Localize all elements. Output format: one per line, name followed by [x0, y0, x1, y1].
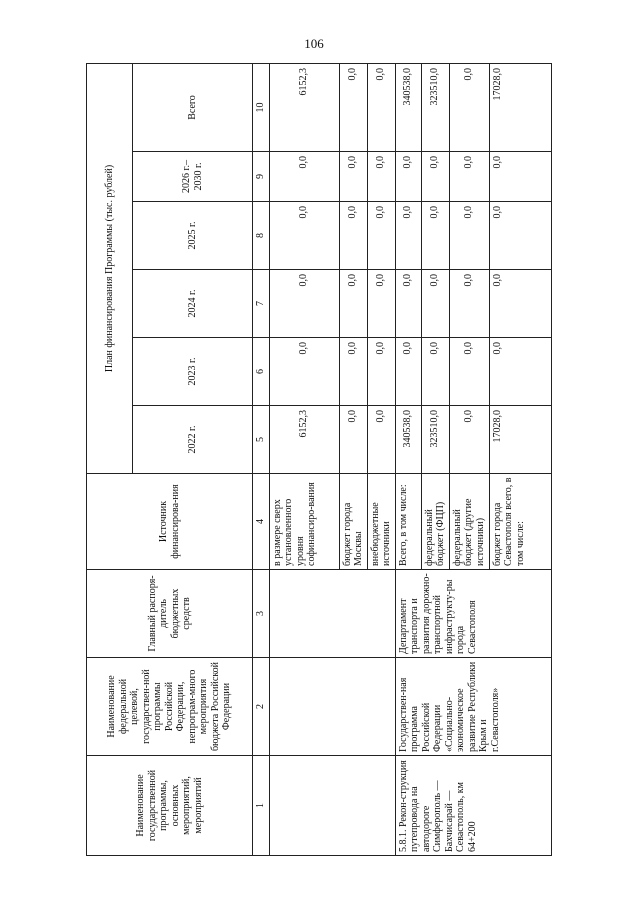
- value-total: 0,0: [449, 63, 489, 151]
- funding-source-cell: Всего, в том числе:: [395, 474, 421, 570]
- value-2024: 0,0: [421, 270, 449, 338]
- cell-continuation-empty: [269, 658, 395, 756]
- col-num-10: 10: [253, 63, 270, 151]
- funding-source-cell: в размере сверх установленного уровня софинансиро-вания: [269, 474, 339, 570]
- value-2025: 0,0: [421, 202, 449, 270]
- funding-source-cell: внебюджетные источники: [367, 474, 395, 570]
- value-2026-2030: 0,0: [269, 152, 339, 202]
- value-total: 17028,0: [489, 63, 551, 151]
- value-2023: 0,0: [269, 338, 339, 406]
- header-year-2024: 2024 г.: [133, 270, 253, 338]
- financing-table: [86, 63, 552, 856]
- value-2023: 0,0: [395, 338, 421, 406]
- value-2024: 0,0: [449, 270, 489, 338]
- table-row: [269, 63, 339, 855]
- value-2026-2030: 0,0: [367, 152, 395, 202]
- cell-continuation-empty: [269, 756, 395, 856]
- value-2026-2030: 0,0: [449, 152, 489, 202]
- value-2022: 0,0: [449, 406, 489, 474]
- header-year-2026-2030: 2026 г.– 2030 г.: [133, 152, 253, 202]
- header-total: Всего: [133, 63, 253, 151]
- value-2023: 0,0: [339, 338, 367, 406]
- value-2024: 0,0: [489, 270, 551, 338]
- col-num-2: 2: [253, 658, 270, 756]
- value-total: 340538,0: [395, 63, 421, 151]
- funding-source-cell: федеральный бюджет (ФЦП): [421, 474, 449, 570]
- col-num-5: 5: [253, 406, 270, 474]
- value-2023: 0,0: [421, 338, 449, 406]
- value-2022: 340538,0: [395, 406, 421, 474]
- value-2026-2030: 0,0: [339, 152, 367, 202]
- col-num-4: 4: [253, 474, 270, 570]
- value-total: 6152,3: [269, 63, 339, 151]
- value-total: 0,0: [339, 63, 367, 151]
- value-2023: 0,0: [449, 338, 489, 406]
- header-federal-program: Наименование федеральной целевой, государствен-ной программы Российской Федерации, непрограм-много мероприятия бюджета Российской Федерации: [87, 658, 253, 756]
- cell-continuation-empty: [269, 570, 395, 658]
- header-year-2023: 2023 г.: [133, 338, 253, 406]
- col-num-7: 7: [253, 270, 270, 338]
- col-num-3: 3: [253, 570, 270, 658]
- header-program-name: Наименование государственной программы, основных мероприятий, мероприятий: [87, 756, 253, 856]
- funding-source-cell: бюджет города Москвы: [339, 474, 367, 570]
- funding-source-cell: бюджет города Севастополя всего, в том числе:: [489, 474, 551, 570]
- value-2025: 0,0: [339, 202, 367, 270]
- page-number: 106: [304, 36, 324, 51]
- value-total: 323510,0: [421, 63, 449, 151]
- value-2026-2030: 0,0: [395, 152, 421, 202]
- column-number-row: [253, 63, 270, 855]
- header-row-1: [87, 63, 133, 855]
- value-2023: 0,0: [489, 338, 551, 406]
- value-2026-2030: 0,0: [421, 152, 449, 202]
- item-manager-cell: Департамент транспорта и развития дорожно-транспортной инфраструкту-ры города Севастополя: [395, 570, 551, 658]
- value-total: 0,0: [367, 63, 395, 151]
- value-2022: 6152,3: [269, 406, 339, 474]
- header-year-2022: 2022 г.: [133, 406, 253, 474]
- value-2024: 0,0: [269, 270, 339, 338]
- value-2022: 323510,0: [421, 406, 449, 474]
- value-2026-2030: 0,0: [489, 152, 551, 202]
- value-2025: 0,0: [367, 202, 395, 270]
- item-name-cell: 5.8.1. Рекон-струкция путепровода на автодороге Симферополь — Бахчисарай — Севастополь, км 64+200: [395, 756, 551, 856]
- value-2024: 0,0: [367, 270, 395, 338]
- value-2025: 0,0: [449, 202, 489, 270]
- item-program-cell: Государствен-ная программа Российской Федерации «Социально-экономическое развитие Республики Крым и г.Севастополя»: [395, 658, 551, 756]
- header-financing-plan: План финансирования Программы (тыс. рублей): [87, 63, 133, 473]
- col-num-1: 1: [253, 756, 270, 856]
- value-2022: 0,0: [339, 406, 367, 474]
- col-num-8: 8: [253, 202, 270, 270]
- value-2025: 0,0: [269, 202, 339, 270]
- value-2025: 0,0: [489, 202, 551, 270]
- value-2024: 0,0: [339, 270, 367, 338]
- table-row: [395, 63, 421, 855]
- financing-table-rotated: [86, 64, 546, 856]
- header-budget-manager: Главный распоря-дитель бюджетных средств: [87, 570, 253, 658]
- header-year-2025: 2025 г.: [133, 202, 253, 270]
- header-funding-source: Источник финансирова-ния: [87, 474, 253, 570]
- funding-source-cell: федеральный бюджет (другие источники): [449, 474, 489, 570]
- col-num-6: 6: [253, 338, 270, 406]
- value-2022: 0,0: [367, 406, 395, 474]
- value-2022: 17028,0: [489, 406, 551, 474]
- value-2023: 0,0: [367, 338, 395, 406]
- col-num-9: 9: [253, 152, 270, 202]
- value-2025: 0,0: [395, 202, 421, 270]
- value-2024: 0,0: [395, 270, 421, 338]
